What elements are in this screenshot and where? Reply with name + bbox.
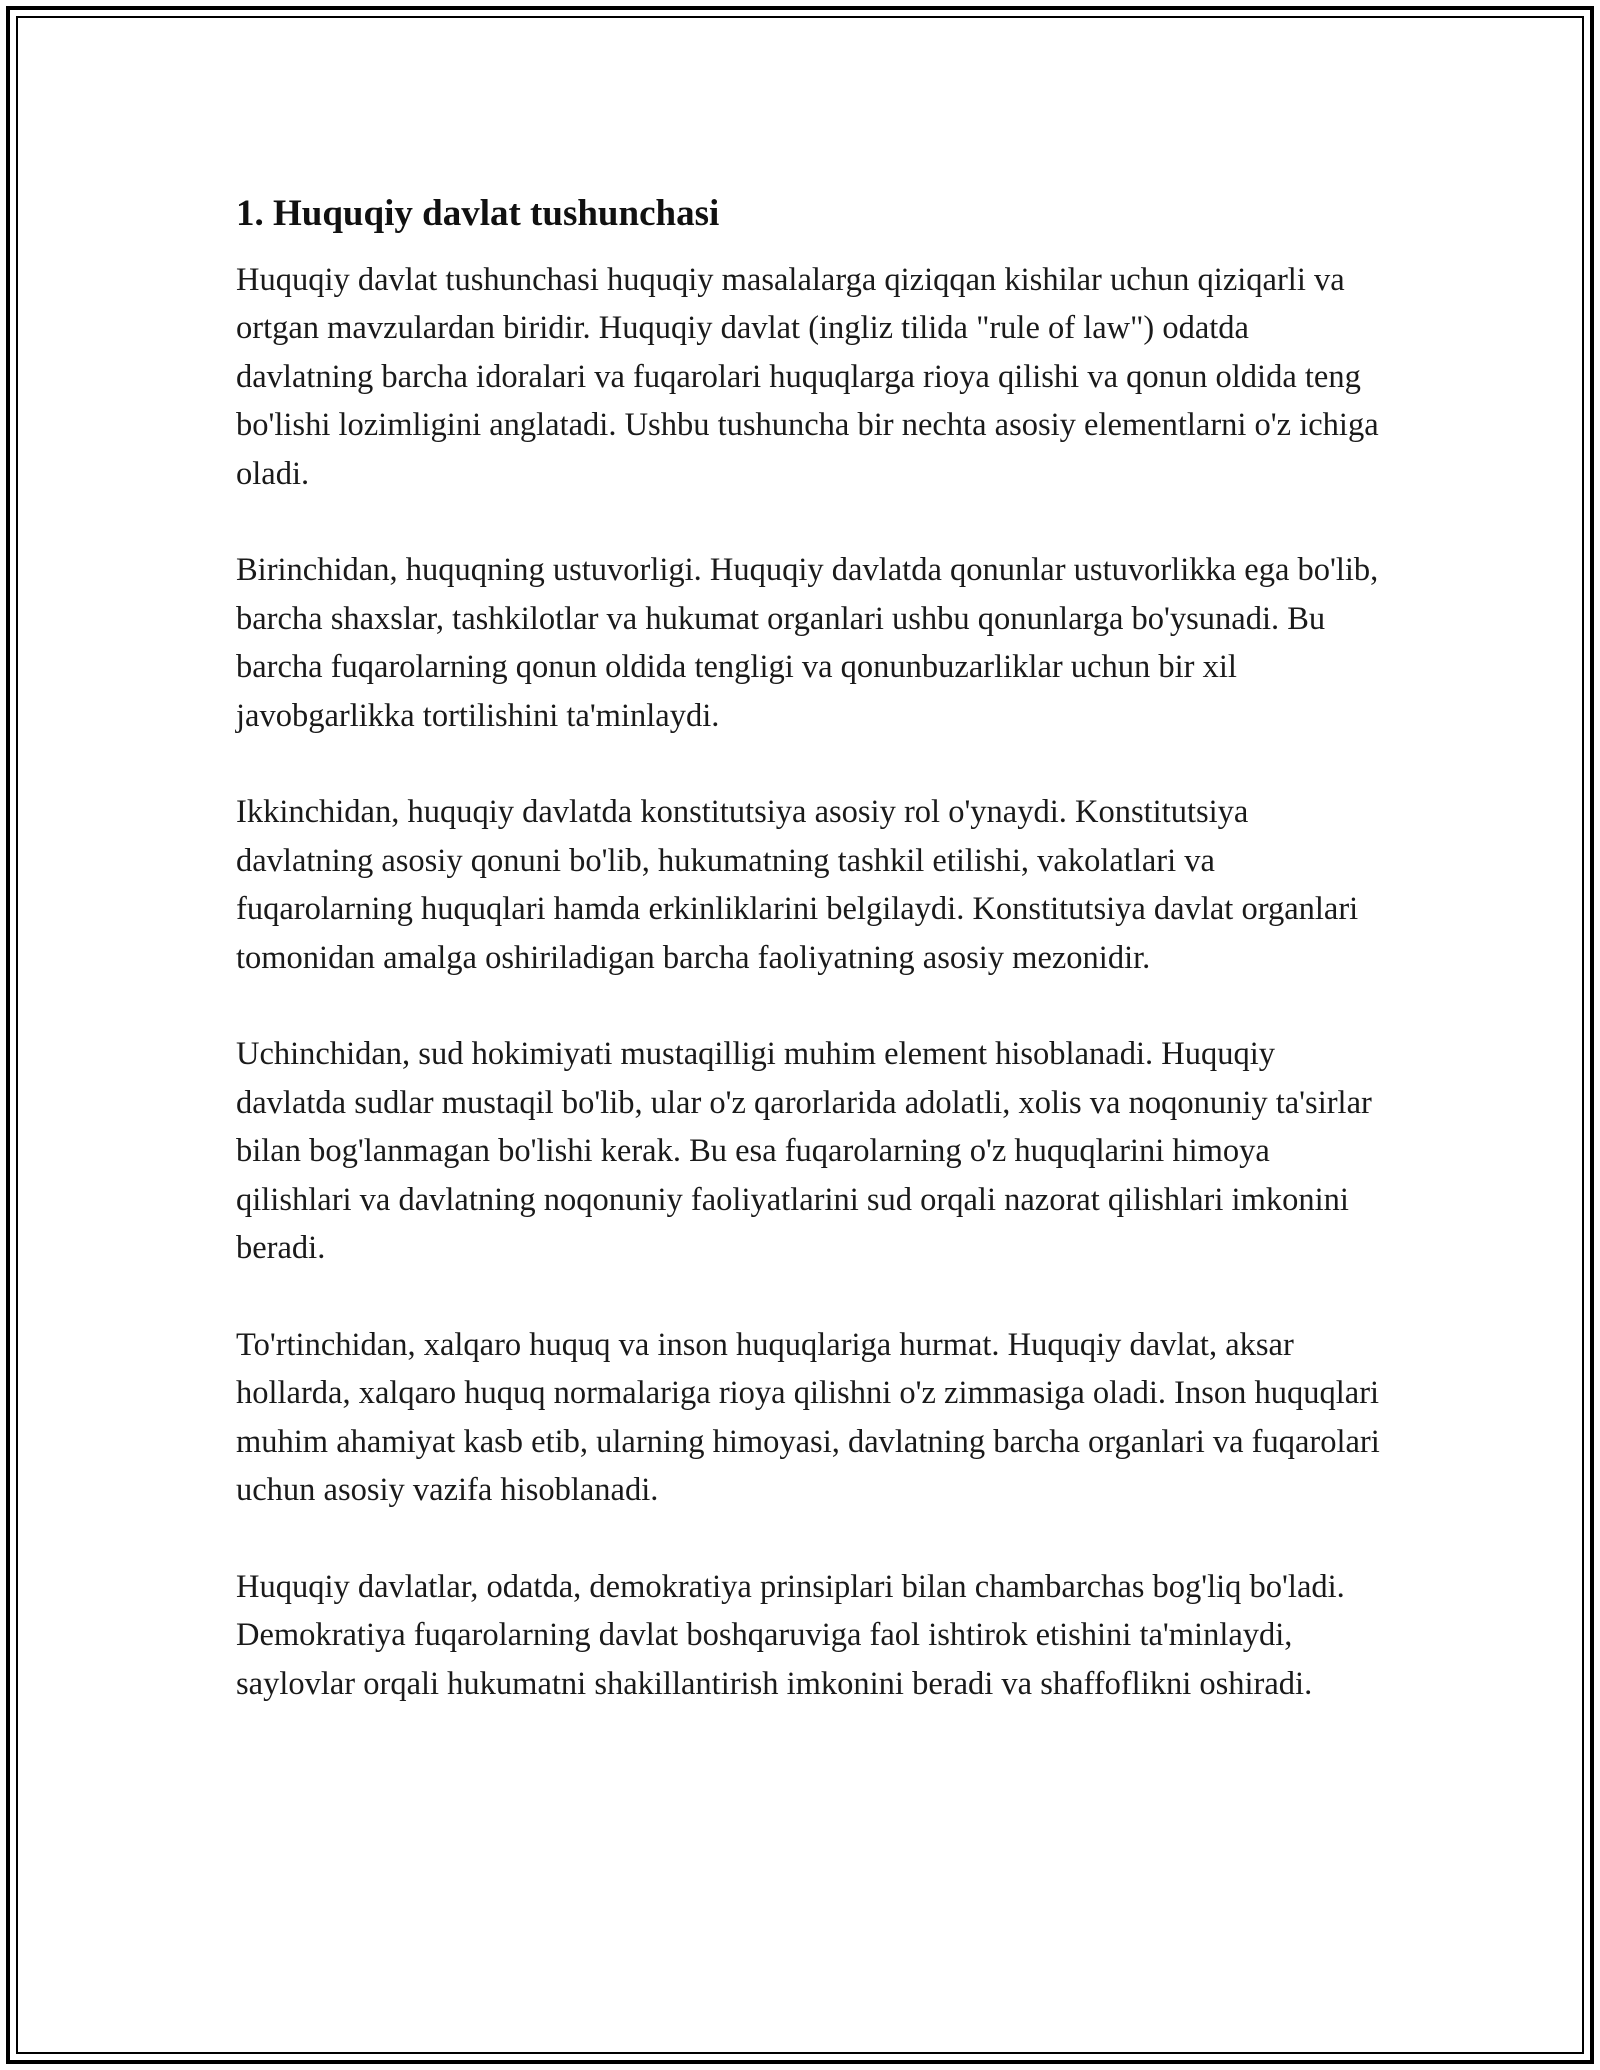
paragraph-conclusion: Huquqiy davlatlar, odatda, demokratiya prinsiplari bilan chambarchas bog'liq bo'ladi. Demokratiya fuqarolarning davlat boshqaruviga faol ishtirok etishini ta'minlaydi, saylovlar orqali hukumatni shakillantirish imkonini beradi va shaffoflikni oshiradi. [236,1568,1345,1702]
paragraph-fourth: To'rtinchidan, xalqaro huquq va inson huquqlariga hurmat. Huquqiy davlat, aksar hollarda, xalqaro huquq normalariga rioya qilishni o'z zimmasiga oladi. Inson huquqlari muhim ahamiyat kasb etib, ularning himoyasi, davlatning barcha organlari va fuqarolari uchun asosiy vazifa hisoblanadi. [236,1326,1380,1509]
paragraph-intro: Huquqiy davlat tushunchasi huquqiy masalalarga qiziqqan kishilar uchun qiziqarli va ortgan mavzulardan biridir. Huquqiy davlat (ingliz tilida "rule of law") odatda davlatning barcha idoralari va fuqarolari huquqlarga rioya qilishi va qonun oldida teng bo'lishi lozimligini anglatadi. Ushbu tushuncha bir nechta asosiy elementlarni o'z ichiga oladi. [236,262,1379,492]
paragraph-second: Ikkinchidan, huquqiy davlatda konstitutsiya asosiy rol o'ynaydi. Konstitutsiya davlatning asosiy qonuni bo'lib, hukumatning tashkil etilishi, vakolatlari va fuqarolarning huquqlari hamda erkinliklarini belgilaydi. Konstitutsiya davlat organlari tomonidan amalga oshiriladigan barcha faoliyatning asosiy mezonidir. [236,794,1359,976]
paragraph-first: Birinchidan, huquqning ustuvorligi. Huquqiy davlatda qonunlar ustuvorlikka ega bo'lib, barcha shaxslar, tashkilotlar va hukumat organlari ushbu qonunlarga bo'ysunadi. Bu barcha fuqarolarning qonun oldida tengligi va qonunbuzarliklar uchun bir xil javobgarlikka tortilishini ta'minlaydi. [236,552,1379,734]
document-body [236,192,1386,1757]
paragraph-third: Uchinchidan, sud hokimiyati mustaqilligi muhim element hisoblanadi. Huquqiy davlatda sudlar mustaqil bo'lib, ular o'z qarorlarida adolatli, xolis va noqonuniy ta'sirlar bilan bog'lanmagan bo'lishi kerak. Bu esa fuqarolarning o'z huquqlarini himoya qilishlari va davlatning noqonuniy faoliyatlarini sud orqali nazorat qilishlari imkonini beradi. [236,1036,1372,1267]
section-heading: 1. Huquqiy davlat tushunchasi [236,193,720,234]
